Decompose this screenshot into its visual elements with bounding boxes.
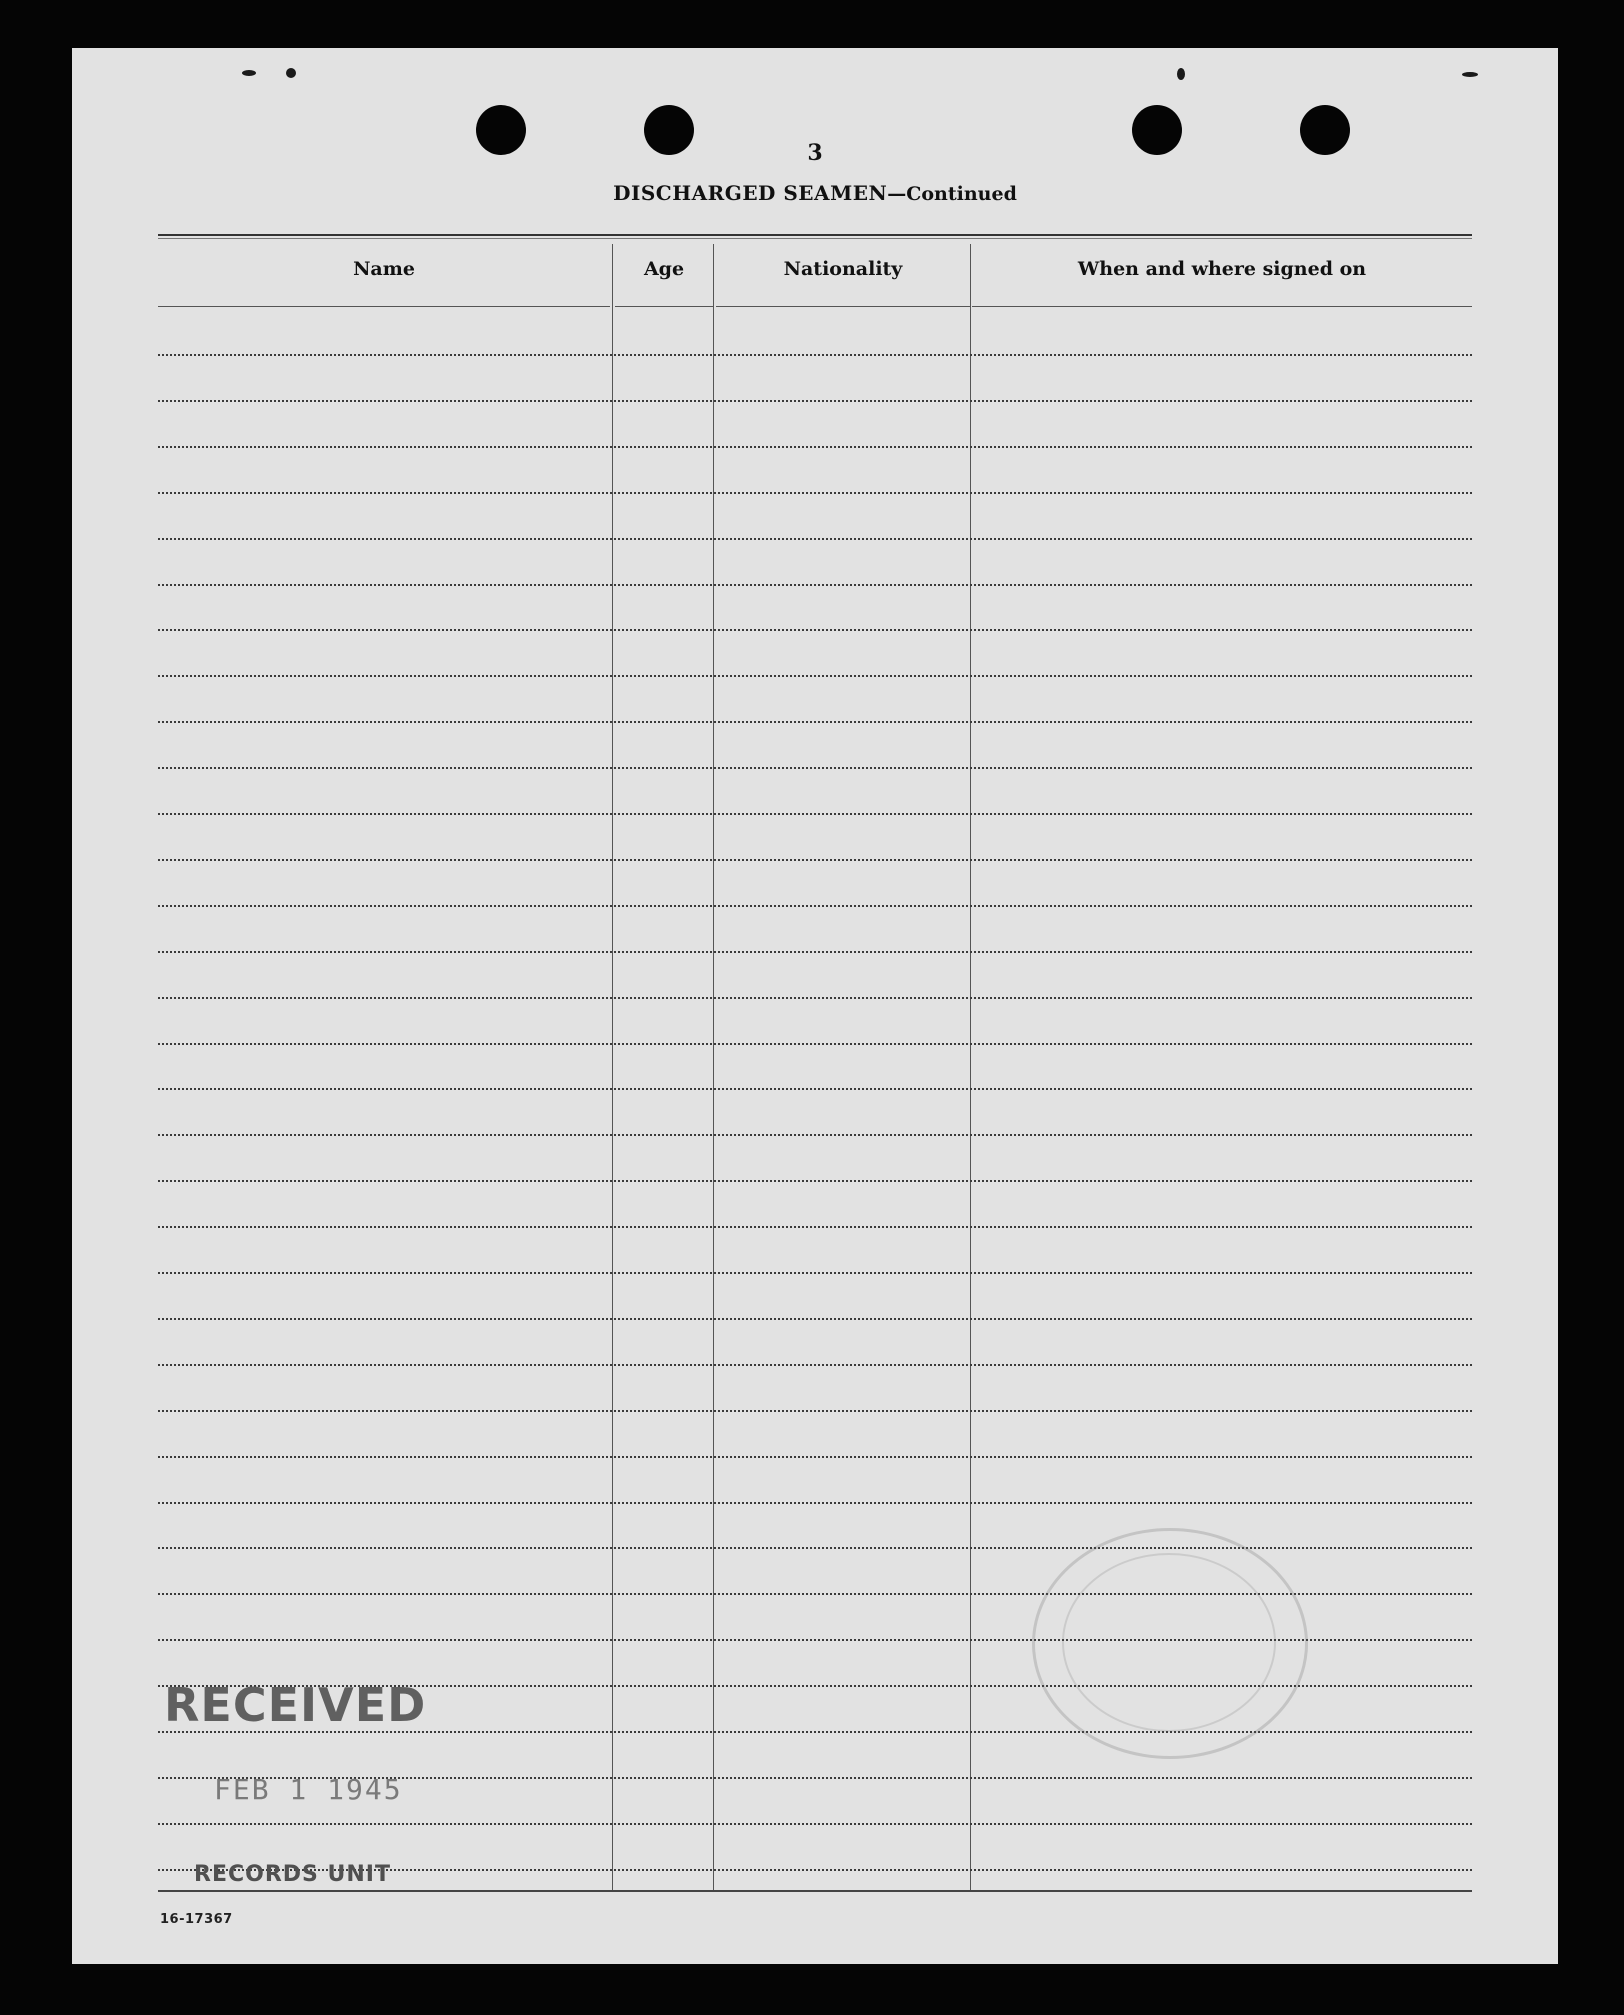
page-title	[72, 181, 1558, 205]
form-number: 16-17367	[160, 1912, 233, 1927]
table-row-line	[158, 1410, 1472, 1412]
table-top-rule	[158, 234, 1472, 239]
table-row-line	[158, 1088, 1472, 1090]
table-row-line	[158, 629, 1472, 631]
table-row-line	[158, 1456, 1472, 1458]
title-suffix: —Continued	[887, 183, 1017, 205]
column-header-name: Name	[353, 258, 415, 280]
header-rule	[615, 306, 713, 307]
table-row-line	[158, 1823, 1472, 1825]
table-row-line	[158, 1272, 1472, 1274]
ink-speck	[242, 70, 256, 76]
table-bottom-rule	[158, 1890, 1472, 1892]
column-header-age: Age	[643, 258, 685, 280]
ink-speck	[1462, 72, 1478, 77]
table-row-line	[158, 1226, 1472, 1228]
table-row-line	[158, 905, 1472, 907]
table-row-line	[158, 492, 1472, 494]
header-rule	[716, 306, 970, 307]
table-row-line	[158, 1547, 1472, 1549]
table-row-line	[158, 767, 1472, 769]
table-row-line	[158, 859, 1472, 861]
table-row-line	[158, 1134, 1472, 1136]
column-header-nationality: Nationality	[783, 258, 903, 280]
table-row-line	[158, 997, 1472, 999]
table-row-line	[158, 584, 1472, 586]
header-rule	[972, 306, 1472, 307]
table-row-line	[158, 675, 1472, 677]
faded-round-seal-inner	[1062, 1553, 1276, 1732]
form-sheet	[72, 48, 1558, 1964]
table-row-line	[158, 400, 1472, 402]
title-main: DISCHARGED SEAMEN	[613, 181, 888, 205]
table-row-line	[158, 951, 1472, 953]
ink-speck	[1177, 68, 1185, 80]
table-row-line	[158, 721, 1472, 723]
page-number: 3	[807, 140, 823, 166]
received-stamp-unit: RECORDS UNIT	[194, 1862, 391, 1887]
received-stamp: RECEIVED	[164, 1678, 427, 1732]
table-row-line	[158, 538, 1472, 540]
column-header-signed-on: When and where signed on	[1077, 258, 1367, 280]
ink-speck	[286, 68, 296, 78]
table-row-line	[158, 1502, 1472, 1504]
received-stamp-date: FEB 1 1945	[214, 1773, 403, 1806]
table-row-line	[158, 1318, 1472, 1320]
table-row-line	[158, 813, 1472, 815]
header-rule	[158, 306, 610, 307]
table-row-line	[158, 1043, 1472, 1045]
table-row-line	[158, 354, 1472, 356]
table-row-line	[158, 1180, 1472, 1182]
table-row-line	[158, 446, 1472, 448]
table-row-line	[158, 1364, 1472, 1366]
